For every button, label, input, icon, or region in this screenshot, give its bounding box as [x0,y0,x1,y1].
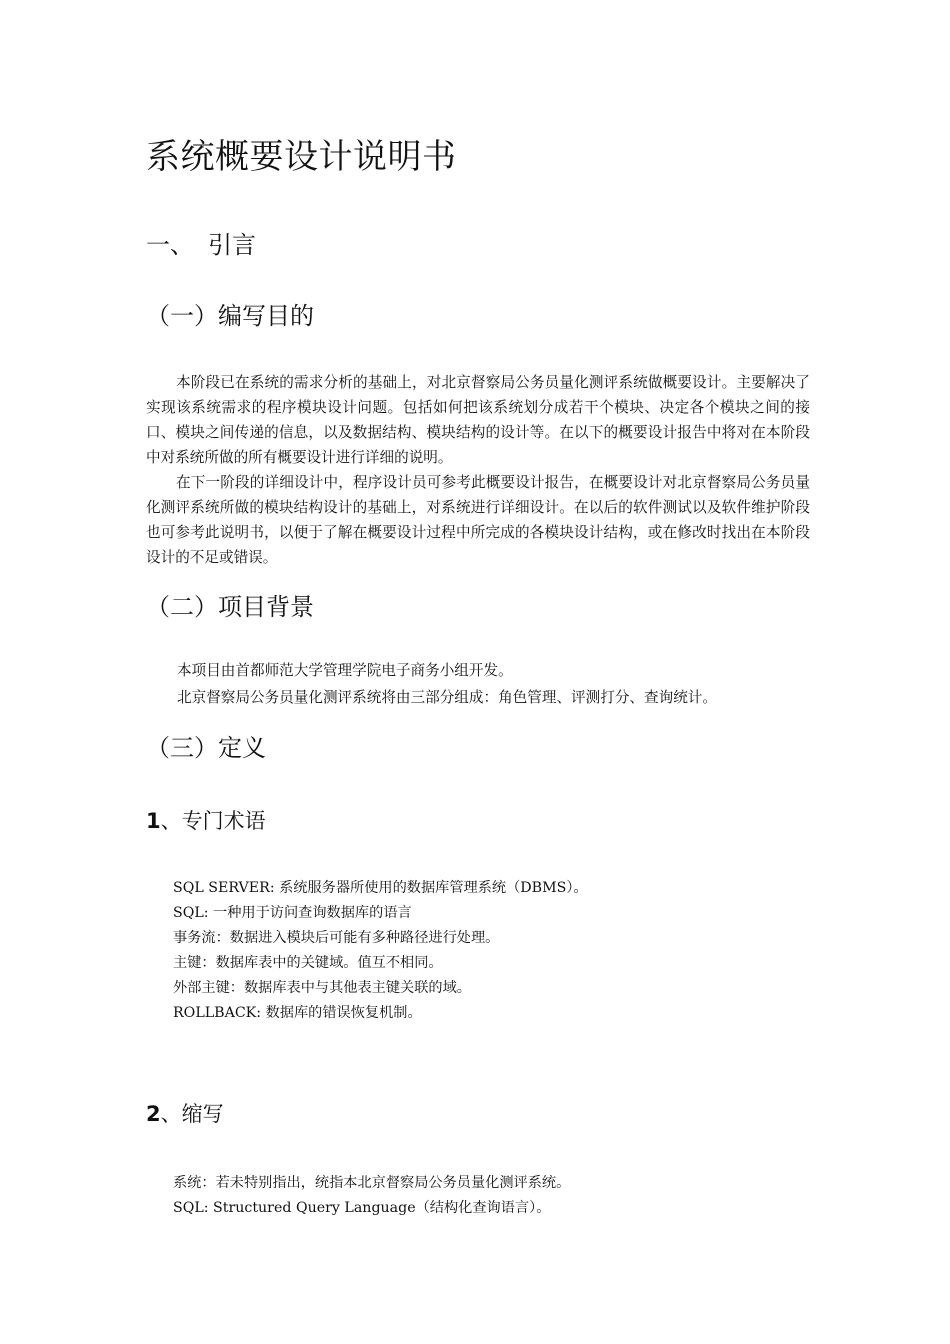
abbreviation-line-system: 系统：若未特别指出，统指本北京督察局公务员量化测评系统。 [173,1175,571,1191]
heading-abbreviations [146,1098,224,1130]
term-line-primary-key: 主键：数据库表中的关键域。值互不相同。 [173,955,443,971]
background-line-2: 北京督察局公务员量化测评系统将由三部分组成：角色管理、评测打分、查询统计。 [177,689,717,706]
purpose-paragraph-1: 本阶段已在系统的需求分析的基础上，对北京督察局公务员量化测评系统做概要设计。主要解决了实现该系统需求的程序模块设计问题。包括如何把该系统划分成若干个模块、决定各个模块之间的接口、模块之间传递的信息，以及数据结构、模块结构的设计等。在以下的概要设计报告中将对在本阶段中对系统所做的所有概要设计进行详细的说明。 [146,374,810,466]
subsection-heading-purpose: （一）编写目的 [146,302,314,330]
abbreviation-line-sql: SQL: Structured Query Language（结构化查询语言）。 [173,1200,551,1216]
section-number: 一、 [146,231,194,259]
term-line-rollback: ROLLBACK: 数据库的错误恢复机制。 [173,1005,422,1021]
heading-terminology [146,805,266,837]
section-heading-introduction [146,227,256,263]
background-line-1: 本项目由首都师范大学管理学院电子商务小组开发。 [177,662,513,679]
document-title: 系统概要设计说明书 [146,137,457,177]
heading-number: 1 [146,809,161,833]
section-label: 引言 [208,231,256,259]
subsection-heading-background: （二）项目背景 [146,593,314,621]
term-line-foreign-key: 外部主键：数据库表中与其他表主键关联的域。 [173,980,471,996]
heading-label: 、缩写 [160,1102,224,1126]
subsection-heading-definitions: （三）定义 [146,734,266,762]
term-line-sql: SQL: 一种用于访问查询数据库的语言 [173,905,412,921]
heading-number: 2 [146,1102,161,1126]
term-line-transaction-flow: 事务流：数据进入模块后可能有多种路径进行处理。 [173,930,500,946]
purpose-paragraph-2: 在下一阶段的详细设计中，程序设计员可参考此概要设计报告，在概要设计对北京督察局公务员量化测评系统所做的模块结构设计的基础上，对系统进行详细设计。在以后的软件测试以及软件维护阶段也可参考此说明书，以便于了解在概要设计过程中所完成的各模块设计结构，或在修改时找出在本阶段设计的不足或错误。 [146,474,810,566]
term-line-sql-server: SQL SERVER: 系统服务器所使用的数据库管理系统（DBMS）。 [173,880,588,896]
heading-label: 、专门术语 [160,809,266,833]
